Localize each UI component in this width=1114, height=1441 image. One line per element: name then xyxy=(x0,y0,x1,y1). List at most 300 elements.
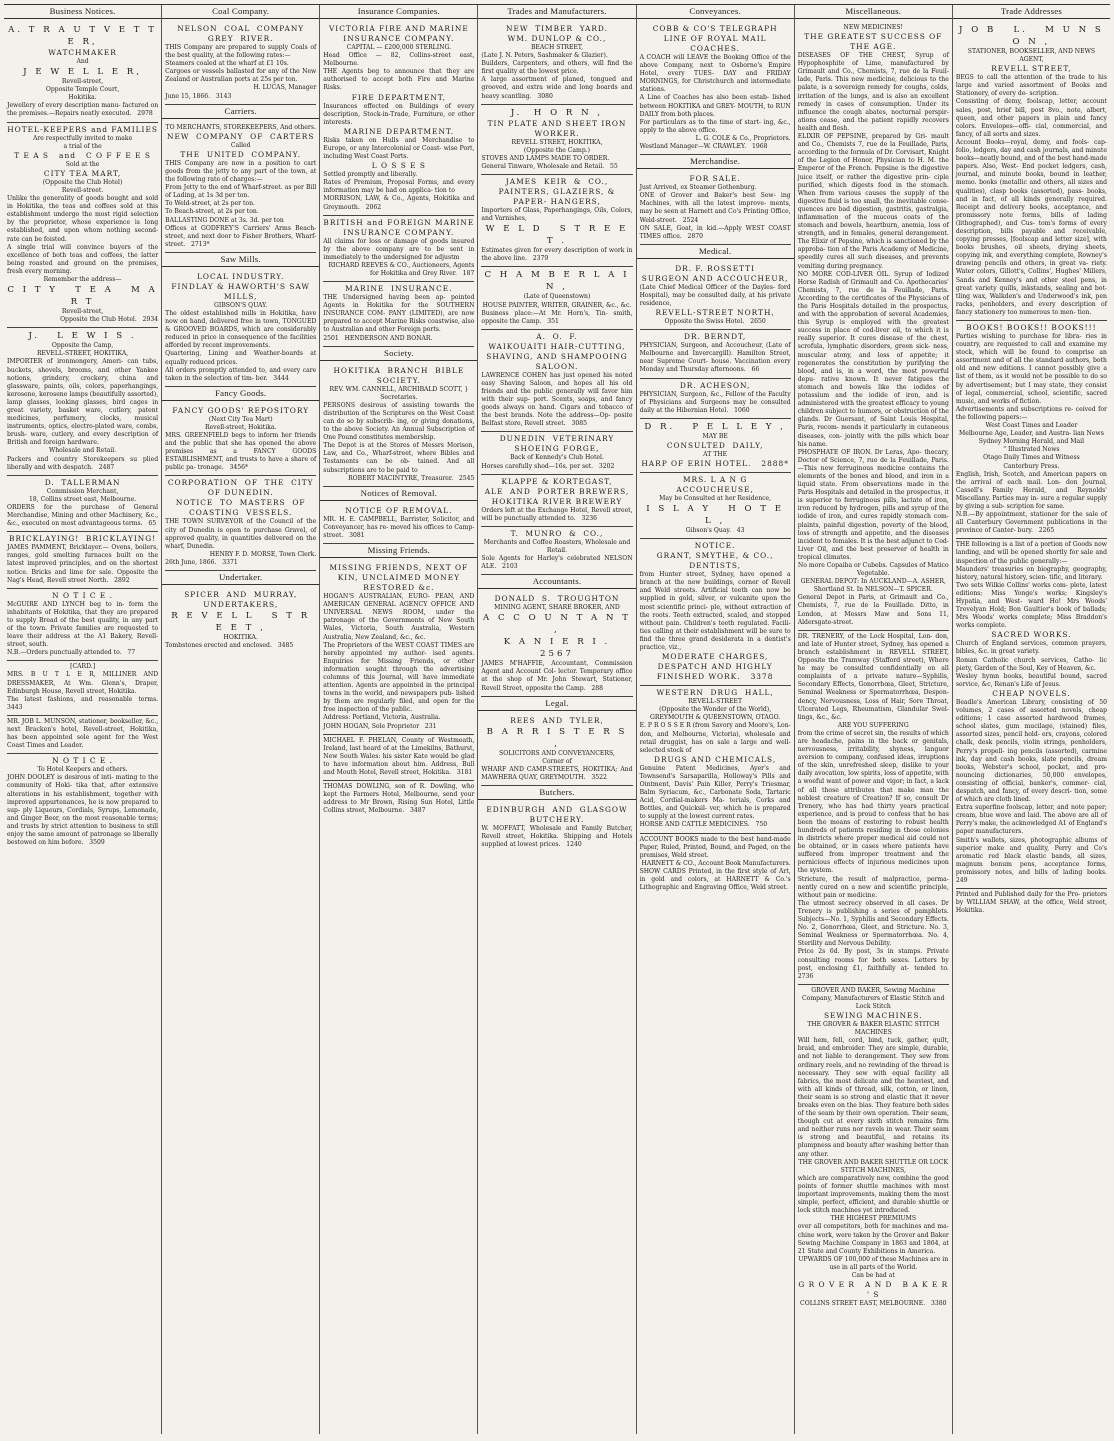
advertisement xyxy=(323,561,477,735)
ad-text: 18, Collins street east, Melbourne. xyxy=(28,495,137,503)
ad-text: MODERATE CHARGES, DESPATCH AND HIGHLY FINISHED WORK. 3378 xyxy=(656,652,777,682)
ad-text: Quartering, Lining and Weather-boards at equally reduced prices. xyxy=(165,350,319,366)
ad-text: DONALD S. TROUGHTON xyxy=(494,594,620,604)
ad-text: Horses carefully shod—16s. per set. 3202 xyxy=(481,462,615,470)
section-heading: Notices of Removal. xyxy=(320,487,477,501)
ad-text: Otago Daily Times and Witness xyxy=(983,454,1080,462)
ad-text: Parties wishing to purchase for libra- ries in country, are requested to call and examine my stock, which will be found to comprise an assortment and of all the standard authors, both old and new editions. I cannot possibly give a list of them, as it would not be possible to do so by advertisement; but I may state, they consist of legal, commercial, school, scientific, sacred music, and works of fiction. xyxy=(955,333,1109,405)
ad-text: over all competitors, both for machines and ma- chine work, were taken by the Grover and Baker Sewing Machine Company in 1863 and 1864, at 21 State and County Exhibitions in America. xyxy=(797,1223,951,1255)
ad-text: HENRY F. D. MORSE, Town Clerk. xyxy=(209,550,317,558)
ad-text: REVELL STREET, xyxy=(991,64,1072,74)
ad-text: CAPITAL — £200,000 STERLING. xyxy=(346,44,452,51)
ad-text: STATIONER, BOOKSELLER, AND NEWS AGENT, xyxy=(967,48,1097,64)
ad-text: MR. JOB L. MUNSON, stationer, bookseller, &c., next Bracken's hotel, Revell-street, Hokitika, has been appointed sole agent for the West Coast Times and Leader. xyxy=(7,717,161,750)
ad-text: Genuine Patent Medicines, Ayer's and Townsend's Sarsaparilla, Holloway's Pills and Ointment, Davis' Pain Killer, Perry's Triesmar, Balm Syriacum, &c., Carbonate Soda, Tartaric Acid, Cordial-makers Ma- terials, Corks and Bottles, and Quicksil- ver, which he is prepared to supply at the lowest current rates. xyxy=(639,764,793,821)
advertisement xyxy=(165,404,319,477)
ad-text: THOMAS DOWLING, son of R. Dowling, who kept the Farmers Hotel, Melbourne, send your address to Mr Brown, Rising Sun Hotel, Little Collins street, Melbourne. 3487 xyxy=(323,783,477,815)
ad-text: GREYMOUTH & QUEENSTOWN, OTAGO. xyxy=(650,714,781,722)
ad-text: HOKITIKA RIVER BREWERY xyxy=(491,496,623,506)
ad-text: NOTICE. xyxy=(694,541,736,551)
ad-text: a trial of the xyxy=(63,142,102,150)
ad-text: Revell-street, xyxy=(61,308,104,316)
ad-text: HOGAN'S AUSTRALIAN, EURO- PEAN, AND AMERICAN GENERAL AGENCY OFFICE AND UNIVERSAL NEWS ROOM, under the patronage of the Governments of New South Wales, Victoria, South Australia, Western Australia, New Zealand, &c., &c. xyxy=(323,593,477,641)
ad-text: J O B L. M U N S O N , xyxy=(959,25,1110,47)
ad-text: A. T R A U T V E T T E R, xyxy=(8,25,163,47)
ad-text: STOVES AND LAMPS MADE TO ORDER. xyxy=(481,154,610,162)
column-heading: Miscellaneous. xyxy=(795,5,952,19)
advertisement xyxy=(481,432,632,474)
advertisement xyxy=(481,267,636,329)
ad-text: CORPORATION OF THE CITY OF DUNEDIN. xyxy=(167,478,321,498)
ad-text: To Weld-street, at 2s per ton. xyxy=(165,200,255,208)
ad-text: DR. TRENERY, of the Lock Hospital, Lon- don, and late of Hunter street, Sydney, has opened a branch establishment in REVELL STREET, Opposite the Tramway (Stafford street), Where he may be consulted confidentially on all complaints of a private nature—Syphilis, Secondary Effects, Gonorrhœa, Gleet, Stricture, Seminal Weakness or Spermatorrhœa, Despon- dency, Nervousness, Loss of Hair, Sore Throat, Ulcerated Legs, Rheumatism, Glandular Swel- lings, &c., &c. xyxy=(797,632,951,721)
advertisement xyxy=(640,379,791,419)
ad-text: Canterbury Press. xyxy=(1003,462,1060,470)
ad-text: And xyxy=(76,58,89,65)
column-4 xyxy=(478,5,636,1434)
ad-text: Account Books—royal, demy, and fools- cap-folio, ledgers, day and cash journals, and minute books—neatly bound, and of the best hand-made papers. Also, West- End pocket ledgers, cash, journal, and minute books, bound in leather, memo. books (metallic and others, all sizes and qualities), clasp books (assorted), pass- books, and in fact, of all kinds generally required. Receipt and delivery books, acceptance, and promissory note forms, bills of lading (lithographed), and Cus- tom's forms of every description, bills payable and receivable, copying presses, [foolscap and letter size], with books brushes, oil sheets, drying sheets, copying ink, and everything complete, Rowney's drawing pencils and others, in great va- riety. Water colors, Gillott's, Collins', Hughes' Millers, Sands and Kenney's and other steel pens, in great variety quills, inkstands, sealing and bot- tling wax, Walkden's and Underwood's ink, pen racks, penholders, and every description of fancy stationery too numerous to men- tion. xyxy=(955,138,1109,316)
ad-text: N O T I C E . xyxy=(52,590,113,600)
ad-text: T. MUNRO & CO., xyxy=(510,528,604,538)
advertisement xyxy=(640,473,791,539)
ad-text: NO MORE COD-LIVER OIL. Syrup of Iodized Horse Radish of Grimault and Co. Apothecaries' Chemists, 7, rue de la Feuillade, Paris. According to the certificates of the Physicians of the Paris Hospitals detailed in the prospectus, and with the approbation of several Academies, this Syrup is employed with the greatest success in place of cod-liver oil, to which it is really superior. It cures disease of the chest, scrofula, lymphatic disorders, green sick- ness, muscular atony, and loss of appetite; it regenerates the constitution by purifying the blood, and is, in a word, the most powerful depu- rative known. It never fatigues the stomach and bowels like the iodides of potassium and the iodide of iron, and is administered with the greatest efficacy to young children subject to humors, or obstruction of the glands. Dr Guersant, of Saint Louis Hospital, Paris, recom- mends it particularly in cutaneous diseases, con- jointly with the pills which bear his name. xyxy=(797,270,951,448)
ad-text: ROBERT MACINTYRE, Treasurer. 2545 xyxy=(348,474,475,482)
column-1 xyxy=(4,5,162,1434)
ad-text: A single trial will convince buyers of the excellence of both teas and coffees, the latter being roasted and ground on the premises, fresh every morning. xyxy=(7,243,161,275)
ad-text: GENERAL DEPOT: In AUCKLAND—A. ASHER, Shortland St. In NELSON—T. SPICER. xyxy=(800,578,948,594)
advertisement xyxy=(323,364,477,487)
ad-text: Wesley hymn books, beautiful bound, sacred service, &c, Renan's Life of Jesus. xyxy=(955,672,1109,688)
ad-text: CONSULTED DAILY, xyxy=(666,440,764,450)
ad-text: ON SALE, Goat, in kid.—Apply WEST COAST TIMES office. 2870 xyxy=(639,224,793,240)
ad-text: THIS Company are prepared to supply Coals of the best quality, at the following rates:— xyxy=(165,44,319,60)
advertisement xyxy=(640,539,791,686)
ad-text: MARINE DEPARTMENT. xyxy=(343,126,455,136)
ad-text: BRITISH and FOREIGN MARINE INSURANCE COMPANY. xyxy=(323,217,478,237)
ad-text: NEW MEDICINES! xyxy=(843,24,903,31)
ad-text: N O T I C E . xyxy=(52,756,113,766)
ad-text: Back of Kennedy's Club Hotel. xyxy=(510,454,604,462)
ad-text: Price 2s 6d. By post, 3s in stamps. Private consulting rooms for both sexes. Letters by post, enclosing £1, faithfully at- tended to. 2736 xyxy=(797,948,955,980)
section-heading: Carriers. xyxy=(162,105,319,119)
ad-text: DR. BERNDT, xyxy=(684,332,747,342)
ad-text: May be Consulted at her Residence, xyxy=(659,495,772,502)
advertisement xyxy=(165,270,319,387)
ad-text: HOUSE PAINTER, WRITER, GRAINER, &c., &c. xyxy=(482,301,632,309)
ad-text: McGUIRE AND LYNCH beg to in- form the inhabitants of Hokitika, that they are prepared to supply Bread of the best quality, in any part of the town. Private families are requested to leave their address at the A1 Bakery, Revell-street, south. xyxy=(7,600,161,649)
ad-text: (Next City Tea Mart) xyxy=(208,415,273,423)
ad-text: NELSON COAL COMPANY xyxy=(177,24,305,33)
ad-text: WM. DUNLOP & CO., xyxy=(507,34,607,43)
ad-text: HOKITIKA. xyxy=(223,634,258,642)
ad-text: 2501 HENDERSON AND BONAR. xyxy=(323,334,433,342)
ad-text: (Opposite the Wonder of the World), xyxy=(659,706,772,714)
advertisement xyxy=(481,175,635,267)
column-heading: Coal Company. xyxy=(162,5,319,19)
ad-text: J E W E L L E R, xyxy=(23,67,142,78)
ad-text: GRANT, SMYTHE, & CO., DENTISTS, xyxy=(656,551,777,571)
ad-text: General Tinware, Wholesale and Retail. 55 xyxy=(481,162,618,170)
column-6 xyxy=(795,5,953,1434)
column-3 xyxy=(320,5,478,1434)
ad-text: KLAPPE & KORTEGAST, xyxy=(501,476,613,486)
ad-text: MAY BE xyxy=(702,432,728,440)
ad-text: Importers of Glass, Paperhangings, Oils, Colors, and Varnishes, xyxy=(481,207,635,223)
ad-text: Jewellery of every description manu- factured on the premises.—Repairs neatly executed. 2978 xyxy=(7,102,161,118)
ad-text: West Coast Times and Leader xyxy=(985,422,1078,430)
ad-text: Melbourne Age, Leader, and Austra- lian News xyxy=(958,430,1104,438)
ad-text: PERSONS desirous of assisting towards the distribution of the Scriptures on the West Coast can do so by subscrib- ing, or giving donations, to the above Society. An Annual Subscription of One Pound constitutes membership. xyxy=(323,401,477,442)
ad-text: T E A S and C O F F E E S xyxy=(14,150,151,160)
ad-text: SEWING MACHINES. xyxy=(823,1011,923,1021)
ad-text: WHARF AND CAMP-STREETS, HOKITIKA; And MAWHERA QUAY, GREYMOUTH. 3522 xyxy=(481,765,635,781)
ad-text: HARNETT & CO., Account Book Manufacturers. xyxy=(641,859,791,867)
ad-text: BOOKS! BOOKS!! BOOKS!!! xyxy=(966,323,1097,332)
ad-text: Insurances effected on Buildings of every description, Stock-in-Trade, Furniture, or other interests. xyxy=(323,102,477,126)
ad-text: ORDERS for the purchase of General Merchandise, Mining and other Machinery, &c., &c., executed on most advantageous terms. 65 xyxy=(7,503,161,528)
ad-text: Beadle's American Library, consisting of 50 volumes, 2 cases of assorted novels, cheap editions; 1 case assorted hardwood frames, school slates, gum mucilage, (stained) files, assorted sizes, pencil hold- ers, crayons, colored chalk, desk pencils, violin strings, penholders, Perry's propell- ing pencils (assorted), carmine ink, day and cash books, slate pencils, dream books, Webster's school, pocket, and pro- nouncing dictionaries, 50,000 envelopes, consisting of official, banker's, commer- cial, despatch, and fancy, of every descri- tion, some of which are cloth lined. xyxy=(955,698,1109,804)
ad-text: H. LUCAS, Manager xyxy=(253,84,317,92)
ad-text: J. H O R N , xyxy=(510,107,604,118)
ad-text: C H A M B E R L A I N , xyxy=(484,270,636,293)
ad-text: VICTORIA FIRE AND MARINE INSURANCE COMPANY. xyxy=(328,24,473,43)
ad-text: D. TALLERMAN xyxy=(44,477,121,487)
column-5 xyxy=(637,5,795,1434)
advertisement xyxy=(640,834,791,896)
ad-text: PHOSPHATE OF IRON. Dr Leras, Apo- thecary, Doctor of Science, 7, rue de la Feuillade, Paris.—This new ferruginous medicine contains the elements of the bones and blood, and iron in a liquid state. From observations made in the Paris Hospitals and detailed in the prospectus, it is superior to ferruginous pills, lactate of iron, iron reduced by hydrogen, pills and syrup of the iodide of iron, and cures rapidly stomach com- plaints, painful digestion, poverty of the blood, loss of strength and appetite, and the diseases incident to females. It is the best adjunct to Cod-Liver Oil, and the best preserver of health in tropical climates. xyxy=(797,448,951,561)
ad-text: All claims for loss or damage of goods insured by the above company are to be sent in immediately to the undersigned for adjustm xyxy=(323,237,477,261)
ad-text: JAMES KEIR & CO., xyxy=(505,177,609,187)
ad-text: Head Office — 82, Collins-street east, Melbourne. xyxy=(323,52,477,68)
advertisement xyxy=(7,754,161,850)
advertisement xyxy=(956,321,1107,539)
ad-text: TIN PLATE AND SHEET IRON WORKER. xyxy=(487,118,630,138)
ad-text: DR. F. ROSSETTI xyxy=(675,263,756,273)
ad-text: COBB & CO'S TELEGRAPH LINE OF ROYAL MAIL COACHES. xyxy=(652,24,781,53)
ad-text: Just Arrived, ex Steamer Gothenburg. xyxy=(639,184,757,192)
ad-text: Opposite the Club Hotel. 2934 xyxy=(60,316,159,324)
ad-text: Consisting of demy, foolscap, letter, account sales, post, brief bill, post 8vo., note, albert, queen, and other papers in plain and fancy colors. Envelopes—offi- cial, commercial, and fancy, of all sorts and sizes. xyxy=(955,98,1109,138)
ad-text: FINDLAY & HAWORTH'S SAW MILLS, xyxy=(171,281,314,301)
ad-text: From Jetty to the end of Wharf-street. as per Bill of Lading, at 1s 3d per ton. xyxy=(165,184,319,200)
ad-text: JOHN HOGAN, Sole Proprietor 231 xyxy=(323,722,437,730)
ad-text: Roman Catholic church services, Catho- lic piety, Garden of the Soul, Key of Heaven, &c. xyxy=(955,656,1109,672)
section-heading: Society. xyxy=(320,347,477,361)
advertisement xyxy=(481,714,635,786)
ad-text: RICHARD REEVES & CO., Auctioneers, Agents for Hokitika and Grey River. 187 xyxy=(328,261,477,277)
section-heading: Fancy Goods. xyxy=(162,387,319,401)
ad-text: 26th June, 1866. 3371 xyxy=(165,558,238,566)
advertisement xyxy=(323,282,477,347)
advertisement xyxy=(481,105,632,175)
ad-text: Sold at the xyxy=(65,160,100,168)
advertisement xyxy=(481,330,635,433)
ad-text: (Late J. N. Peters, Sashmaker & Glazier). xyxy=(481,52,608,60)
ad-text: Builders, Carpenters, and others, will find the first quality at the lowest price. xyxy=(481,60,635,76)
advertisement xyxy=(640,262,791,330)
ad-text: Gibson's Quay. 43 xyxy=(685,527,745,535)
ad-text: Remember the address— xyxy=(43,275,122,283)
ad-text: UPWARDS OF 100,000 of these Machines are in use in all parts of the World. xyxy=(798,1255,951,1271)
ad-text: Opposite Temple Court, xyxy=(45,86,120,94)
ad-text: HOKITIKA BRANCH BIBLE SOCIETY. xyxy=(333,365,468,385)
ad-text: FOR SALE. xyxy=(689,174,741,184)
ad-text: CITY TEA MART, xyxy=(43,168,122,178)
ad-text: Cargoes or vessels ballasted for any of the New Zealand or Australian ports at 25s per ton. xyxy=(165,68,319,84)
ad-text: THE Agents beg to announce that they are authorised to accept both Fire and Marine Risks. xyxy=(323,68,477,92)
ad-text: N.B.—By appointment, stationer for the sale of all Canterbury Government publications in the province of Canter- bury. 2265 xyxy=(955,511,1109,535)
ad-text: Opposite the Camp, xyxy=(51,342,114,350)
ad-text: Revell-street, Hokitika. xyxy=(204,423,277,431)
ad-text: Settled promptly and liberally. xyxy=(323,171,418,179)
ad-text: REES AND TYLER, xyxy=(510,715,604,725)
ad-text: LAWRENCE COHEN has just opened his noted easy Shaving Saloon, and hopes all his old friends and the public generally will favor him with their sup- port. Scents, soaps, and fancy goods always on hand. Cigars and tobacco of the best brands. Note the address—Op- posite Belfast store, Revell street. 3085 xyxy=(481,371,635,428)
ad-text: A C C O U N T A N T , xyxy=(483,613,637,636)
ad-text: ACCOUCHEUSE, xyxy=(676,485,754,494)
advertisement xyxy=(165,588,316,653)
ad-text: Hokitika. xyxy=(68,94,97,102)
ad-text: Revell-street. xyxy=(61,186,104,194)
ad-text: Revell-street, xyxy=(61,78,104,86)
advertisement xyxy=(797,985,952,1311)
ad-text: FIRE DEPARTMENT, xyxy=(351,92,446,102)
ad-text: THE GROVER & BAKER ELASTIC STITCH MACHINES xyxy=(807,1021,942,1037)
ad-text: THE GROVER AND BAKER SHUTTLE OR LOCK STITCH MACHINES, xyxy=(798,1158,950,1174)
ad-text: IMPORTER of ironmongery, Ameri- can tubs, buckets, shovels, brooms, and other Yankee notions, grindery, crockery, china and glassware, paints, oils, colors, paperhangings, kerosene, kerosene lamps (beautifully assorted), lamp glasses, looking glasses, bird cages in great variety, basket ware, cutlery, patent medicines, perfumery, clocks, musical instruments, optics, electro-plated ware, combs, brush- ware, cutlery, and every description of British and foreign hardware. xyxy=(7,358,161,447)
ad-text: HORSE AND CATTLE MEDICINES. 750 xyxy=(639,821,768,829)
column-heading: Insurance Companies. xyxy=(320,5,477,19)
ad-text: Rates of Premium, Proposal Forms, and every information may be had on applica- tion to xyxy=(323,179,477,195)
advertisement xyxy=(481,527,635,575)
ad-text: The utmost secrecy observed in all cases. Dr Trenery is publishing a series of pamphlets. Subjects—No. 1, Syphilis and Secondary Effects. No. 2, Gonorrhœa, Gleet, and Stricture. No. 3, Seminal Weakness or Spermatorrhœa. No. 4, Sterility and Nervous Debility. xyxy=(797,899,951,948)
ad-text: Extra superfine foolscap, letter, and note paper; cream, blue wove and laid. The above are all of Perry's make, the acknowledged A1 of England's paper manufacturers. xyxy=(955,804,1109,836)
ad-text: K A N I E R I . 2567 xyxy=(503,637,628,660)
ad-text: TO MERCHANTS, STOREKEEPERS, And others. xyxy=(165,123,316,131)
ad-text: BEGS to call the attention of the trade to his large and varied assortment of Books and Stationery, of every de- scription. xyxy=(955,74,1109,98)
ad-text: WAIKOUAITI HAIR-CUTTING, SHAVING, AND SHAMPOOING SALOON. xyxy=(486,341,632,371)
ad-text: DR. ACHESON, xyxy=(679,380,751,390)
ad-text: Westland Manager—W. CRAWLEY. 1968 xyxy=(639,143,768,151)
ad-text: PHYSICIAN, Surgeon, &c., Fellow of the Faculty of Physicians and Surgeons may be consulted daily at the Hibernian Hotel. 1060 xyxy=(639,390,793,414)
column-7 xyxy=(953,5,1113,1434)
section-heading: Undertaker. xyxy=(162,571,319,585)
advertisement xyxy=(956,889,1107,918)
ad-text: JAMES M'HAFFIE, Accountant, Commission Agent and Account Col- lector. Temporary office at the shop of Mr. John Stewart, Stationer, Revell Street, opposite the Camp. 288 xyxy=(481,660,635,692)
column-heading: Trades and Manufacturers. xyxy=(478,5,635,19)
ad-text: HARP OF ERIN HOTEL. 2888* xyxy=(641,459,789,468)
advertisement xyxy=(323,216,478,282)
ad-text: ONE of Grover and Baker's best Sew- ing Machines, with all the latest improve- ments, may be seen at Harnett and Co's Printing Office, Weld-street. 2524 xyxy=(639,192,793,224)
ad-text: The Proprietors of the WEST COAST TIMES are hereby appointed my author- ised agents. Enquiries for Missing Friends, or other information sought through the advertising columns of this Journal, will have immediate attention. Agents are appointed in the principal towns in the world, and newspapers pub- lished by them are regularly filed, and open for the free inspection of the public. xyxy=(323,641,477,714)
advertisement xyxy=(955,539,1113,889)
ad-text: GIBSON'S QUAY. xyxy=(214,301,268,309)
ad-text: Business place:—At Mr. Horn's, Tin- smith, opposite the Camp. 351 xyxy=(481,309,635,325)
ad-text: L. G. COLE & Co., Proprietors. xyxy=(695,134,791,142)
ad-text: Risks taken on Hulls and Merchandise to Europe, or any Intercolonial or Coast- wise Port, including West Coast Ports. xyxy=(323,136,477,161)
advertisement xyxy=(640,419,791,473)
ad-text: FANCY GOODS' REPOSITORY xyxy=(172,405,310,415)
ad-text: THE GREATEST SUCCESS OF THE AGE. xyxy=(804,32,946,52)
advertisement xyxy=(481,475,635,527)
advertisement xyxy=(797,631,955,985)
advertisement xyxy=(165,22,319,105)
ad-text: REVELL-STREET, HOKITIKA, xyxy=(36,350,129,358)
ad-text: GROVER AND BAKER, Sewing Machine Company, Manufacturers of Elastic Stitch and Lock Stitch xyxy=(802,986,947,1010)
ad-text: BRICKLAYING! BRICKLAYING! xyxy=(9,534,157,544)
advertisement xyxy=(798,22,949,631)
ad-text: Steamers coaled at the wharf at £1 10s. xyxy=(165,60,289,68)
ad-text: A COACH will LEAVE the Booking Office of the above Company, next to Osborne's Empire Hotel, every TUES- DAY and FRIDAY MORNINGS, for Christchurch and intermediate stations. xyxy=(639,54,793,94)
advertisement xyxy=(7,532,161,588)
ad-text: SPICER AND MURRAY, xyxy=(184,590,298,600)
ad-text: HOTEL-KEEPERS and FAMILIES xyxy=(7,124,158,134)
ad-text: Stricture, the result of malpractice, perma- nently cured on a new and scientific principle, without pain or medicine. xyxy=(797,875,951,899)
ad-text: The Depot is at the Stores of Messrs Morison, Law, and Co., Wharf-street, where Bibles and Testaments can be ob- tained. And all subscriptions are to be paid to xyxy=(323,442,477,474)
ad-text: ELIXIR OF PEPSINE, prepared by Gri- mault and Co., Chemists 7, rue de la Feuillade, Paris, according to the formula of Dr. Corvisart, Knight of the Legion of Honor, Physician to H. M. the Emperor of the French. Pepsine is the digestive juice itself, or rather the digestive prin- ciple purified, which digests food in the stomach. When from various causes the supply of the digestive fluid is too small, the inevitable conse- quences are bad digestion, gastritis, gastralgia, inflammation of the mucous coats of the stomach and bowels, heartburn, anemia, loss of strength, and in females, general derangement. The Elixir of Pepsine, which is sanctioned by the approba- tion of the Paris Academy of Medicine, speedily cures all such diseases, and prevents vomiting during pregnancy. xyxy=(797,133,951,270)
ad-text: MORRISON, LAW, & Co., Agents, Hokitika and Greymouth. 2062 xyxy=(323,195,477,211)
ad-text: Corner of xyxy=(542,757,572,765)
ad-text: L O S S E S xyxy=(371,161,426,171)
ad-text: General Depot in Paris, at Grimault and Co., Chemists, 7, rue de la Feuillade. Ditto, in London, at Messrs Maw and Sons 11, Aldersgate-street. xyxy=(797,594,951,626)
ad-text: DISEASES OF THE CHEST, Syrup of Hypophosphite of Lime, manufactured by Grimault and Co., Chemists, 7, rue de la Feuil- lade, Paris. This new medicine, delicious to the palate, is a sovereign remedy for coughs, colds, irritation of the lungs, and is also an excellent remedy in cases of consumption. Under its influence the cough abates, nocturnal perspir- ations cease, and the patient rapidly recovers health and flesh. xyxy=(797,52,951,132)
advertisement xyxy=(7,589,161,662)
ad-text: Merchants and Coffee Roasters, Wholesale and Retail. xyxy=(483,538,633,554)
section-heading: Accountants. xyxy=(478,575,635,589)
ad-text: C I T Y T E A M A R T xyxy=(7,285,164,308)
advertisement xyxy=(7,123,164,329)
ad-text: BALLASTING DONE at 3s. 3d. per ton xyxy=(165,216,284,224)
ad-text: June 15, 1866. 3143 xyxy=(165,92,232,100)
ad-text: G R O V E R A N D B A K E R ' S xyxy=(798,1280,952,1300)
ad-text: REVELL-STREET xyxy=(688,698,743,706)
column-heading: Trade Addresses xyxy=(953,5,1110,19)
ad-text: Can be had at xyxy=(851,1271,895,1279)
advertisement xyxy=(481,803,635,852)
ad-text: To Beach-street, at 2s per ton. xyxy=(165,208,259,216)
newspaper-page xyxy=(4,4,1113,1434)
ad-text: COLLINS STREET EAST, MELBOURNE. 3380 xyxy=(800,1300,947,1308)
ad-text: (Opposite the Club Hotel) xyxy=(42,178,123,186)
ad-text: CHEAP NOVELS. xyxy=(992,688,1071,698)
ad-text: which are comparatively new, combine the good points of former shuttle machines with most important improvements, making them the most simple, perfect, efficient, and durable shuttle or lock stitch machines yet introduced. xyxy=(797,1174,951,1215)
ad-text: Smith's wallets, sizes, photographic albums of superior make and quality, Perry and Co's aromatic red black elastic bands, all sizes, magnum bonum pens, acceptance forms, promissory notes, and bills of lading books. 249 xyxy=(955,836,1113,884)
ad-text: JAMES PAMMENT, Bricklayer.— Ovens, boilers, ranges, gold smelting furnaces built on the latest improved principles, and on the shortest notice. Bricks and lime for sale. Opposite the Nag's Head, Revell street North. 2892 xyxy=(7,544,161,584)
ad-text: WESTERN DRUG HALL, xyxy=(656,688,774,698)
ad-text: DUNEDIN VETERINARY SHOEING FORGE, xyxy=(499,434,618,454)
section-heading: Butchers. xyxy=(478,786,635,800)
ad-text: The oldest established mills in Hokitika, have now on hand, delivered free in town, TONGUED & GROOVED BOARDS, which are considerably reduced in price in consequence of the facilities afforded by recent improvements. xyxy=(165,309,319,350)
ad-text: REV. WM. CANNELL, ARCHIBALD SCOTT, } Secretaries. xyxy=(329,385,471,401)
advertisement xyxy=(7,328,161,476)
ad-text: The latest fashions, and reasonable terms. 3443 xyxy=(7,695,164,711)
advertisement xyxy=(323,22,477,216)
ad-text: All orders promptly attended to, and every care taken in the selection of tim- ber. 3444 xyxy=(165,366,319,382)
advertisement xyxy=(640,686,791,833)
ad-text: NOTICE TO MASTERS OF COASTING VESSELS. xyxy=(175,498,309,518)
ad-text: N.B.—Orders punctually attended to. 77 xyxy=(7,649,136,657)
ad-text: Packers and country Storekeepers su plied liberally and with despatch. 2487 xyxy=(7,455,161,471)
ad-text: UNDERTAKERS, xyxy=(203,600,279,610)
ad-text: GREY RIVER. xyxy=(207,34,274,43)
advertisement xyxy=(640,22,791,155)
column-2 xyxy=(162,5,320,1434)
ad-text: MISSING FRIENDS, NEXT OF KIN, UNCLAIMED MONEY RESTORED &c. xyxy=(329,563,472,593)
advertisement xyxy=(323,504,477,544)
ad-text: Sydney Morning Herald, and Mail xyxy=(978,438,1085,446)
ad-text: W. MOFFATT, Wholesale and Family Butcher, Revell street, Hokitika. Shipping and Hotels supplied at lowest prices. 1240 xyxy=(481,825,635,849)
ad-text: [CARD.] xyxy=(70,663,96,671)
ad-text: REVELL-STREET NORTH, xyxy=(655,308,775,318)
ad-text: THE HIGHEST PREMIUMS xyxy=(830,1215,917,1223)
ad-text: PAINTERS, GLAZIERS, & PAPER- HANGERS, xyxy=(498,187,619,207)
ad-text: B A R R I S T E R S , xyxy=(486,726,634,749)
ad-text: " Illustrated News xyxy=(1003,446,1060,454)
advertisement xyxy=(323,781,477,818)
advertisement xyxy=(7,716,161,754)
ad-text: Wholesale and Retail. xyxy=(48,447,117,455)
ad-text: MARINE INSURANCE. xyxy=(345,284,453,294)
ad-text: (Late Chief Medical Officer of the Dayles- ford Hospital), may be consulted daily, at his private residence, xyxy=(639,283,793,307)
ad-text: W E L D S T R E E T . xyxy=(485,224,635,247)
ad-text: Commission Merchant, xyxy=(46,487,119,495)
advertisement xyxy=(640,172,791,245)
section-heading: Medical. xyxy=(637,245,794,259)
ad-text: Opposite the Swiss Hotel. 2650 xyxy=(664,318,766,326)
ad-text: MRS. L A N G xyxy=(682,475,748,484)
ad-text: Called xyxy=(230,141,251,149)
ad-text: D R. P E L L E Y , xyxy=(644,421,786,432)
ad-text: Church of England services, common prayers, bibles, &c. in great variety. xyxy=(955,640,1109,656)
ad-text: THE UNITED COMPANY. xyxy=(180,149,302,159)
ad-text: SHOW CARDS Printed, in the first style of Art, in gold and colors, at HARNETT & Co.'s Lithographic and Engraving Office, Weld street. xyxy=(639,867,793,892)
advertisement xyxy=(481,592,637,696)
ad-text: SOLICITORS AND CONVEYANCERS, xyxy=(499,749,615,757)
ad-text: MRS. GREENFIELD begs to inform her friends and the public that she has opened the above premises as a FANCY GOODS ESTABLISHMENT, and trusts to have a share of public pa- tronage. 3456* xyxy=(165,432,319,472)
advertisement xyxy=(7,661,164,716)
ad-text: (Late of Queenstown) xyxy=(523,293,591,301)
ad-text: MICHAEL F. PHELAN, County of Westmeath, Ireland, last heard of at the Limekilns, Bathurst, New South Wales: his sister Kate would be glad to have information about him. Address, Bull and Mouth Hotel, Revell street, Hokitika. 3181 xyxy=(323,736,477,776)
ad-text: MRS. B U T L E R, MILLINER AND DRESSMAKER, At Wm. Glenn's, Draper, Edinburgh House, Revell street, Hokitika. xyxy=(7,671,161,695)
ad-text: To Hotel Keepers and others. xyxy=(37,766,128,774)
ad-text: REVELL STREET, HOKITIKA, xyxy=(511,138,603,146)
ad-text: Printed and Published daily for the Pro- prietors by WILLIAM SHAW, at the office, Weld street, Hokitika. xyxy=(955,891,1109,915)
ad-text: E. P R O S S E R (from Savory and Moore's, Lon- don, and Melbourne, Victoria), wholesale and retail druggist, has on sale a large and well-selected stock of xyxy=(639,722,793,754)
ad-text: Tombstones erected and enclosed. 3485 xyxy=(165,642,294,650)
ad-text: Will hem, fell, cord, bind, tuck, gather, quilt, braid, and embroider. They are simple, durable, and not liable to derangement. They sew from ordinary reels, and no rewinding of the thread is necessary. They sew with equal facility all fabrics, the most delicate and the heaviest, and with all kinds of thread, silk, cotton, or linen, their seam is so strong and elastic that it never breaks even on the bias. They feature both sides of the seam by their own operation. Their seam, though cut at every sixth stitch remains firm and neither runs nor ravels in wear. Their seam is strong and beautiful, and retains its plumpness and beauty after washing better than any other. xyxy=(797,1037,951,1158)
ad-text: Estimates given for every description of work in the above line. 2379 xyxy=(481,247,635,263)
ad-text: Are respectfully invited to make xyxy=(32,134,133,142)
ad-text: DRUGS AND CHEMICALS, xyxy=(654,754,777,764)
ad-text: (Opposite the Camp.) xyxy=(523,146,591,154)
advertisement xyxy=(7,22,163,123)
ad-text: Advertisements and subscriptions re- ceived for the following papers:— xyxy=(955,405,1109,421)
ad-text: LOCAL INDUSTRY. xyxy=(197,271,285,281)
advertisement xyxy=(7,476,161,532)
ad-text: JOHN DOOLEY is desirous of inti- mating to the community of Hoki- tika that, after extensive alterations in his establishment, together with improved appurtenances, he is now prepared to sup- ply Liqueurs, Cordials, Syrups, Lemonade, and Ginger Beer, on the most reasonable terms; and trusts by strict attention to business to still enjoy the same amount of patronage so liberally bestowed on him before. 3509 xyxy=(7,774,161,847)
ad-text: A Line of Coaches has also been estab- lished between HOKITIKA and GREY- MOUTH, to RUN DAILY from both places. xyxy=(639,94,793,118)
section-heading: Saw Mills. xyxy=(162,253,319,267)
ad-text: Orders left at the Exchange Hotel, Revell street, will be punctually attended to. 3236 xyxy=(481,506,635,522)
ad-text: WATCHMAKER xyxy=(48,48,117,57)
column-heading: Conveyances. xyxy=(637,5,794,19)
advertisement xyxy=(323,735,477,781)
ad-text: PHYSICIAN, Surgeon, and Accoucheur, (Late of Melbourne and Invercargill). Hamilton Street, near Supreme Court- house. Vaccination every Monday and Thursday afternoons. 66 xyxy=(639,342,793,374)
section-heading: Merchandise. xyxy=(637,155,794,169)
ad-text: Unlike the generality of goods bought and sold in Hokitika, the teas and coffees sold at this establishment undergo the most rigid selection by the proprietor, whose experience is long established, and upon whom nothing second-rate can be foisted. xyxy=(7,195,161,243)
advertisement xyxy=(481,22,635,105)
section-heading: Missing Friends. xyxy=(320,544,477,558)
ad-text: A. O. F. xyxy=(536,331,578,341)
